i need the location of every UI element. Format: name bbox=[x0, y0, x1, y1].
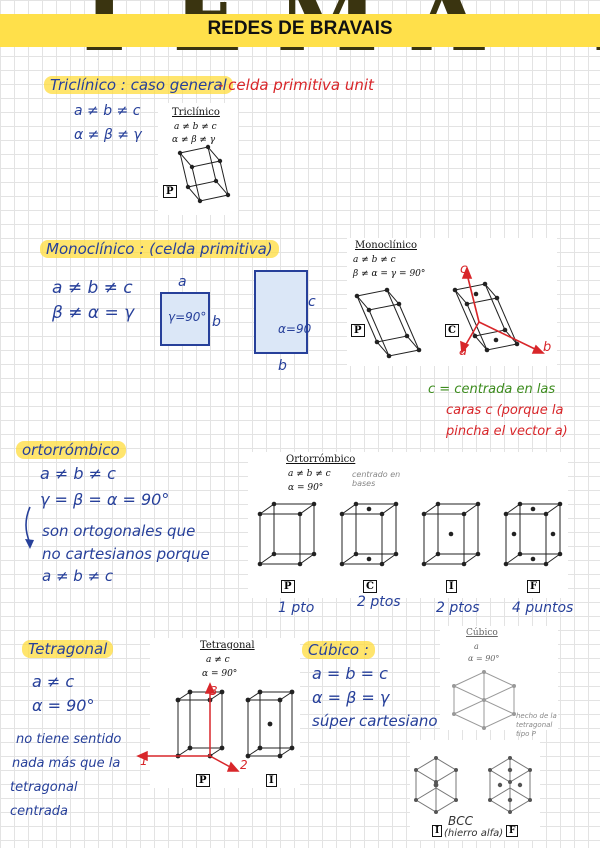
monoclinico-eq1: a ≠ b ≠ c bbox=[52, 278, 133, 298]
tetragonal-label-p: P bbox=[196, 774, 210, 787]
ortorrombico-figure bbox=[248, 452, 568, 598]
triclinico-fig-eq2: α ≠ β ≠ γ bbox=[172, 135, 216, 145]
ortorrombico-label-f: F bbox=[527, 580, 540, 593]
monoclinico-note-green: c = centrada en las bbox=[428, 382, 556, 397]
ortorrombico-eq2: γ = β = α = 90° bbox=[40, 490, 170, 509]
ortorrombico-count-f: 4 puntos bbox=[512, 600, 574, 616]
tetragonal-fig-title: Tetragonal bbox=[200, 640, 255, 651]
cubico-eq1: a = b = c bbox=[312, 664, 388, 683]
ortorrombico-count-i: 2 ptos bbox=[436, 600, 480, 616]
ortorrombico-eq1: a ≠ b ≠ c bbox=[40, 464, 116, 483]
monoclinico-fig-title: Monoclínico bbox=[355, 240, 417, 251]
monoclinico-rect1-side: b bbox=[212, 314, 221, 330]
monoclinico-vector-b: b bbox=[543, 340, 552, 355]
monoclinico-note-red: pincha el vector a) bbox=[446, 424, 568, 439]
ortorrombico-fig-eq2: α = 90° bbox=[288, 483, 324, 493]
ortorrombico-label-i: I bbox=[446, 580, 457, 593]
tetragonal-axis-2: 2 bbox=[240, 758, 248, 772]
monoclinico-fig-eq2: β ≠ α = γ = 90° bbox=[353, 269, 426, 279]
ortorrombico-note1: son ortogonales que bbox=[42, 522, 196, 540]
monoclinico-rect-bc bbox=[254, 270, 308, 354]
ortorrombico-count-c: 2 ptos bbox=[357, 594, 401, 610]
monoclinico-note-green2: caras c (porque la bbox=[446, 403, 564, 418]
cubico-bcc-note: (hierro alfa) bbox=[444, 828, 504, 839]
cubico-bottom-drawing bbox=[410, 740, 540, 840]
monoclinico-fig-eq1: a ≠ b ≠ c bbox=[353, 255, 396, 265]
tetragonal-cells-drawing bbox=[150, 638, 300, 788]
ortorrombico-label-c: C bbox=[363, 580, 377, 593]
triclinico-fig-eq1: a ≠ b ≠ c bbox=[174, 122, 217, 132]
cubico-heading bbox=[302, 641, 375, 659]
tetragonal-label-i: I bbox=[266, 774, 277, 787]
cubico-label-f: F bbox=[506, 825, 518, 837]
cubico-heading-text: Cúbico : bbox=[302, 641, 375, 659]
ortorrombico-count-p: 1 pto bbox=[278, 600, 315, 616]
ortorrombico-heading bbox=[16, 441, 126, 459]
cubico-fig-note: hecho de la tetragonal tipo P bbox=[516, 712, 557, 738]
tetragonal-figure bbox=[140, 638, 300, 788]
cubico-fig-eq2: α = 90° bbox=[468, 654, 500, 663]
cubico-fig-title: Cúbico bbox=[466, 628, 498, 638]
monoclinico-heading bbox=[40, 240, 279, 258]
ortorrombico-fig-note: centrado en bases bbox=[352, 470, 401, 488]
ortorrombico-cells-drawing bbox=[248, 452, 568, 598]
ortorrombico-label-p-wrap bbox=[281, 574, 295, 593]
page-title: REDES DE BRAVAIS bbox=[207, 18, 393, 39]
tetragonal-fig-eq1: a ≠ c bbox=[206, 655, 230, 665]
triclinico-cell-drawing bbox=[158, 103, 238, 215]
ortorrombico-label-f-wrap bbox=[527, 574, 540, 593]
cubico-figure-top bbox=[440, 626, 558, 738]
triclinico-heading-text: Triclínico : caso general bbox=[44, 76, 233, 94]
cubico-label-f-wrap bbox=[506, 818, 518, 837]
triclinico-fig-title: Triclínico bbox=[172, 107, 220, 118]
monoclinico-rect2-side: c bbox=[308, 294, 316, 310]
monoclinico-rect1-top: a bbox=[178, 274, 187, 290]
monoclinico-label-c-wrap bbox=[445, 318, 459, 337]
tetragonal-axis-3: 3 bbox=[210, 684, 218, 698]
ortorrombico-note2: no cartesianos porque bbox=[42, 545, 210, 563]
ortorrombico-fig-eq1: a ≠ b ≠ c bbox=[288, 469, 331, 479]
triclinico-eq1: a ≠ b ≠ c bbox=[74, 103, 141, 119]
cubico-label-i-wrap bbox=[432, 818, 442, 837]
triclinico-figure bbox=[158, 103, 238, 215]
tetragonal-label-i-wrap bbox=[266, 768, 277, 787]
monoclinico-cells-drawing bbox=[347, 238, 557, 366]
tetragonal-axis-1: 1 bbox=[140, 754, 148, 768]
cubico-fig-eq1: a bbox=[474, 642, 479, 651]
monoclinico-rect2-inner: α=90 bbox=[278, 322, 312, 336]
ortorrombico-fig-title: Ortorrómbico bbox=[286, 454, 356, 465]
triclinico-heading bbox=[44, 76, 233, 94]
cubico-label-i: I bbox=[432, 825, 442, 837]
monoclinico-figure bbox=[347, 238, 557, 366]
monoclinico-label-p: P bbox=[351, 324, 365, 337]
cubico-note: súper cartesiano bbox=[312, 712, 438, 730]
tetragonal-note3: tetragonal bbox=[10, 780, 78, 795]
tetragonal-heading bbox=[22, 640, 113, 658]
tetragonal-heading-text: Tetragonal bbox=[22, 640, 113, 658]
monoclinico-heading-text: Monoclínico : (celda primitiva) bbox=[40, 240, 279, 258]
triclinico-eq2: α ≠ β ≠ γ bbox=[74, 127, 142, 143]
tetragonal-fig-eq2: α = 90° bbox=[202, 669, 238, 679]
tetragonal-label-p-wrap bbox=[196, 768, 210, 787]
triclinico-fig-label bbox=[163, 179, 177, 198]
tetragonal-eq2: α = 90° bbox=[32, 696, 95, 715]
monoclinico-eq2: β ≠ α = γ bbox=[52, 303, 135, 323]
tetragonal-eq1: a ≠ c bbox=[32, 672, 75, 691]
tetragonal-note4: centrada bbox=[10, 804, 69, 819]
cubico-figure-bottom bbox=[410, 740, 540, 840]
cubico-eq2: α = β = γ bbox=[312, 688, 390, 707]
ortorrombico-note3: a ≠ b ≠ c bbox=[42, 567, 114, 585]
tetragonal-note2: nada más que la bbox=[12, 756, 121, 771]
cubico-bcc: BCC bbox=[448, 814, 473, 828]
ortorrombico-label-c-wrap bbox=[363, 574, 377, 593]
ortorrombico-label-i-wrap bbox=[446, 574, 457, 593]
tetragonal-note1: no tiene sentido bbox=[16, 732, 122, 747]
ortorrombico-heading-text: ortorrómbico bbox=[16, 441, 126, 459]
monoclinico-vector-c: c bbox=[460, 262, 468, 277]
monoclinico-rect2-bottom: b bbox=[278, 358, 287, 374]
triclinico-label-p: P bbox=[163, 185, 177, 198]
ortorrombico-label-p: P bbox=[281, 580, 295, 593]
monoclinico-label-p-wrap bbox=[351, 318, 365, 337]
monoclinico-rect1-inner: γ=90° bbox=[168, 310, 207, 324]
ortorrombico-arrow bbox=[20, 505, 44, 551]
monoclinico-label-c: C bbox=[445, 324, 459, 337]
triclinico-note: - celda primitiva unit bbox=[218, 76, 374, 94]
monoclinico-vector-a: a bbox=[459, 344, 467, 359]
